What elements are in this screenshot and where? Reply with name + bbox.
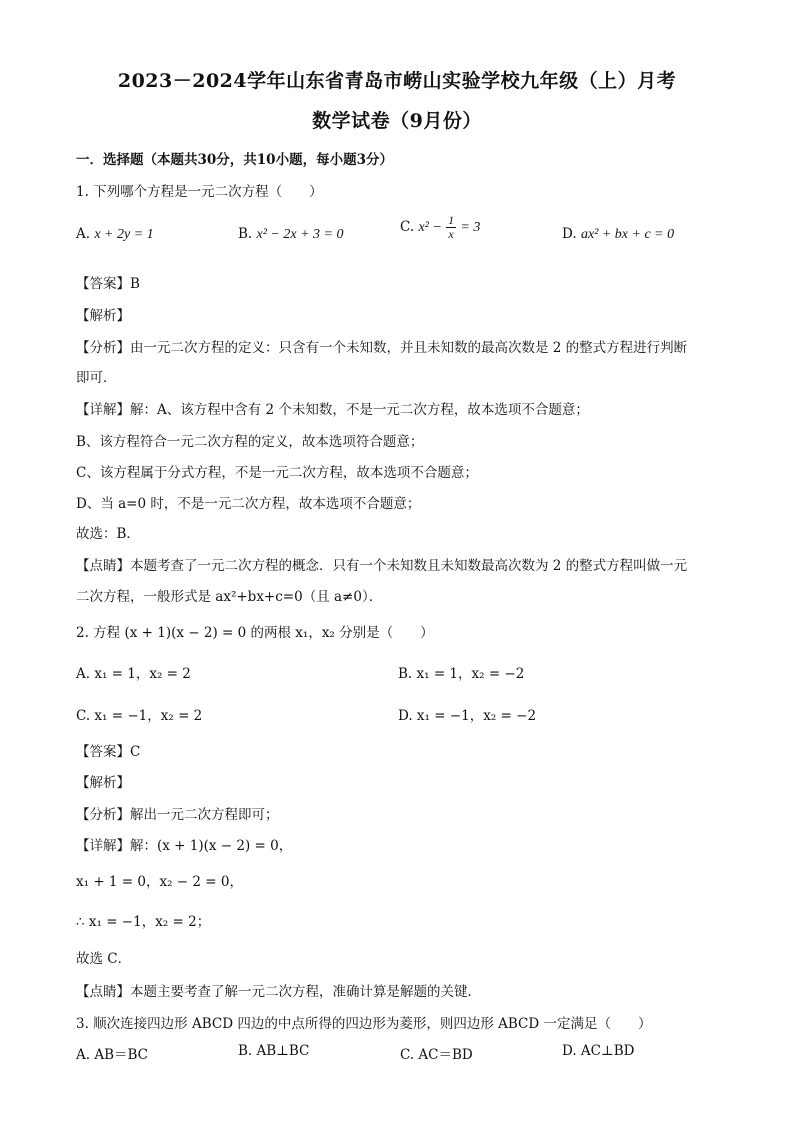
q2-answer: 【答案】C bbox=[76, 744, 141, 760]
q1-fenxi-line-1: 【分析】由一元二次方程的定义：只含有一个未知数，并且未知数的最高次数是 2 的整式方程进行判断 bbox=[76, 340, 688, 356]
q1-detail-line-1: 【详解】解：A、该方程中含有 2 个未知数，不是一元二次方程，故本选项不合题意； bbox=[76, 402, 589, 418]
q1-stem: 1. 下列哪个方程是一元二次方程（ ） bbox=[76, 184, 323, 200]
q3-option-a: A. AB＝BC bbox=[76, 1047, 149, 1063]
q2-option-b: B. x₁ = 1，x₂ = −2 bbox=[398, 666, 525, 682]
q1-option-c-post: = 3 bbox=[460, 220, 481, 235]
q1-option-d bbox=[562, 226, 674, 243]
q1-option-d-math: ax² + bx + c = 0 bbox=[580, 227, 675, 242]
q2-dianjing: 【点睛】本题主要考查了解一元二次方程，准确计算是解题的关键． bbox=[76, 984, 481, 1000]
title-line-1: 2023－2024学年山东省青岛市崂山实验学校九年级（上）月考 bbox=[117, 70, 677, 92]
q1-option-c-pre: x² − bbox=[418, 220, 442, 235]
q2-detail-line-3: ∴ x₁ = −1，x₂ = 2； bbox=[76, 914, 211, 930]
q1-analysis-heading: 【解析】 bbox=[76, 308, 130, 324]
q1-option-a bbox=[76, 226, 154, 243]
q3-option-c: C. AC＝BD bbox=[400, 1047, 473, 1063]
q1-option-c-fraction bbox=[446, 214, 456, 241]
q2-detail-line-4: 故选 C． bbox=[76, 951, 132, 967]
q2-analysis-heading: 【解析】 bbox=[76, 775, 130, 791]
q1-answer: 【答案】B bbox=[76, 276, 140, 292]
q1-option-a-math: x + 2y = 1 bbox=[94, 227, 154, 242]
section-heading: 一．选择题（本题共30分，共10小题，每小题3分） bbox=[76, 152, 393, 168]
q1-option-a-label: A. bbox=[76, 226, 91, 242]
q1-dianjing-line-2: 二次方程，一般形式是 ax²+bx+c=0（且 a≠0）． bbox=[76, 589, 383, 605]
q1-option-c-denominator: x bbox=[448, 227, 454, 241]
q2-option-a: A. x₁ = 1，x₂ = 2 bbox=[76, 666, 191, 682]
q1-option-c-label: C. bbox=[400, 219, 415, 235]
q3-option-d: D. AC⊥BD bbox=[562, 1043, 635, 1059]
q2-detail-line-1: 【详解】解：(x + 1)(x − 2) = 0， bbox=[76, 838, 293, 854]
q2-fenxi: 【分析】解出一元二次方程即可； bbox=[76, 807, 279, 823]
q1-detail-line-5: 故选：B． bbox=[76, 526, 140, 542]
q1-option-c bbox=[400, 214, 480, 241]
q1-option-b bbox=[238, 226, 343, 243]
q1-detail-line-2: B、该方程符合一元二次方程的定义，故本选项符合题意； bbox=[76, 434, 424, 450]
q2-stem: 2. 方程 (x + 1)(x − 2) = 0 的两根 x₁，x₂ 分别是（ ） bbox=[76, 625, 434, 641]
q1-detail-line-3: C、该方程属于分式方程，不是一元二次方程，故本选项不合题意； bbox=[76, 465, 478, 481]
q1-dianjing-line-1: 【点睛】本题考查了一元二次方程的概念．只有一个未知数且未知数最高次数为 2 的整式方程叫做一元 bbox=[76, 558, 688, 574]
title-line-2: 数学试卷（9月份） bbox=[312, 110, 482, 132]
q1-detail-line-4: D、当 a=0 时，不是一元二次方程，故本选项不合题意； bbox=[76, 496, 421, 512]
q2-option-c: C. x₁ = −1，x₂ = 2 bbox=[76, 708, 203, 724]
q1-fenxi-line-2: 即可． bbox=[76, 370, 117, 386]
q1-option-c-numerator: 1 bbox=[448, 213, 455, 227]
q1-option-b-label: B. bbox=[238, 226, 253, 242]
q2-detail-line-2: x₁ + 1 = 0，x₂ − 2 = 0， bbox=[76, 874, 243, 890]
q3-stem: 3. 顺次连接四边形 ABCD 四边的中点所得的四边形为菱形，则四边形 ABCD 一定满足（ ） bbox=[76, 1016, 652, 1032]
q1-option-d-label: D. bbox=[562, 226, 577, 242]
q1-option-b-math: x² − 2x + 3 = 0 bbox=[256, 227, 344, 242]
q3-option-b: B. AB⊥BC bbox=[238, 1043, 310, 1059]
q2-option-d: D. x₁ = −1，x₂ = −2 bbox=[398, 708, 537, 724]
